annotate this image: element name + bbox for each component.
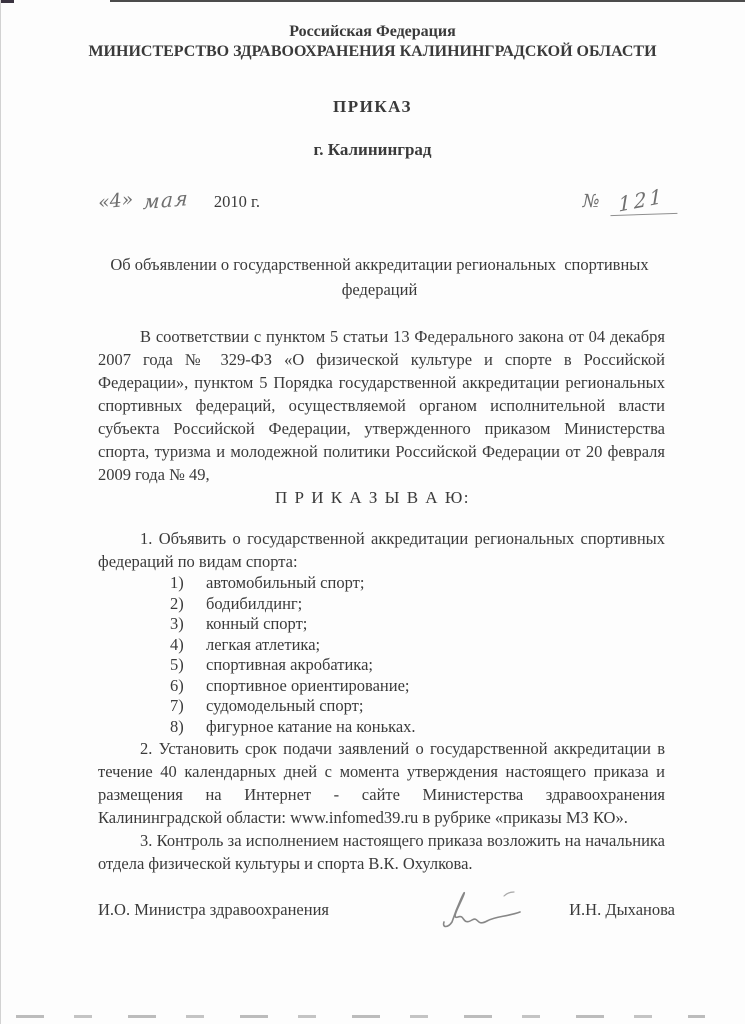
list-item-number: 3) <box>170 614 184 633</box>
date-number-row <box>96 183 683 224</box>
list-item-label: фигурное катание на коньках. <box>206 716 416 736</box>
order-subject-title: Об объявлении о государственной аккредитации региональных спортивных федераций <box>110 255 653 299</box>
list-item-number: 2) <box>170 593 184 613</box>
list-item <box>170 614 665 635</box>
list-item <box>170 717 665 738</box>
preamble-block <box>98 325 665 486</box>
list-item-label: спортивное ориентирование; <box>206 675 410 695</box>
sports-list <box>98 573 665 737</box>
typed-year: 2010 г. <box>213 192 261 211</box>
clause1-block <box>98 527 665 573</box>
doc-type-title: ПРИКАЗ <box>333 97 412 116</box>
handwritten-day: «4» <box>96 188 135 214</box>
signature-row <box>98 888 683 938</box>
list-item-number: 6) <box>170 675 184 695</box>
clauses-2-3-block <box>98 737 665 875</box>
signatory-position: И.О. Министра здравоохранения <box>98 900 329 919</box>
list-item <box>170 594 665 615</box>
header-city: г. Калининград <box>313 140 432 159</box>
list-item-number: 8) <box>170 716 184 736</box>
list-item-number: 1) <box>170 573 184 592</box>
list-item <box>170 635 665 656</box>
order-number-group <box>582 183 677 217</box>
clause3-paragraph: 3. Контроль за исполнением настоящего приказа возложить на начальника отдела физической культуры и спорта В.К. Охулкова. <box>98 831 665 873</box>
handwritten-month: мая <box>142 185 191 215</box>
list-item-number: 5) <box>170 655 184 674</box>
clause2-paragraph: 2. Установить срок подачи заявлений о государственной аккредитации в течение 40 календарных дней с момента утверждения настоящего приказа и размещения на Интернет - сайте Министерства здравоохранения Калининградской области: www.infomed39.ru в рубрике «приказы МЗ КО». <box>98 739 665 827</box>
list-item-label: судомодельный спорт; <box>206 696 364 715</box>
list-item-number: 7) <box>170 696 184 715</box>
preamble-paragraph: В соответствии с пунктом 5 статьи 13 Федерального закона от 04 декабря 2007 года № 329-ФЗ «О физической культуре и спорте в Российской Федерации», пунктом 5 Порядка государственной аккредитации региональных спортивных федераций, осуществляемой органом исполнительной власти субъекта Российской Федерации, утвержденного приказом Министерства спорта, туризма и молодежной политики Российской Федерации от 20 февраля 2009 года № 49, <box>98 327 665 484</box>
list-item-label: автомобильный спорт; <box>206 573 365 592</box>
list-item-label: бодибилдинг; <box>206 593 303 613</box>
date-group <box>96 185 261 215</box>
list-item <box>170 696 665 717</box>
handwritten-order-number: 121 <box>617 183 665 217</box>
scan-edge-bottom-dashes <box>16 1015 705 1018</box>
scan-edge-top-corner-mark <box>0 0 14 3</box>
decree-word: П Р И К А З Ы В А Ю: <box>274 488 471 507</box>
handwritten-signature-icon <box>430 882 526 939</box>
list-item-label: спортивная акробатика; <box>206 655 373 674</box>
number-underline <box>609 183 677 217</box>
list-item-number: 4) <box>170 634 184 654</box>
clause1-intro: 1. Объявить о государственной аккредитации региональных спортивных федераций по видам спорта: <box>98 529 665 571</box>
list-item <box>170 655 665 676</box>
list-item-label: конный спорт; <box>206 614 308 633</box>
scan-edge-top-line <box>110 0 745 2</box>
list-item-label: легкая атлетика; <box>206 634 321 654</box>
list-item <box>170 573 665 594</box>
list-item <box>170 676 665 697</box>
signatory-name: И.Н. Дыханова <box>569 900 675 919</box>
number-sign-label: № <box>582 191 600 212</box>
header-ministry: МИНИСТЕРСТВО ЗДРАВООХРАНЕНИЯ КАЛИНИНГРАДСКОЙ ОБЛАСТИ <box>88 43 657 60</box>
header-country: Российская Федерация <box>289 23 456 40</box>
